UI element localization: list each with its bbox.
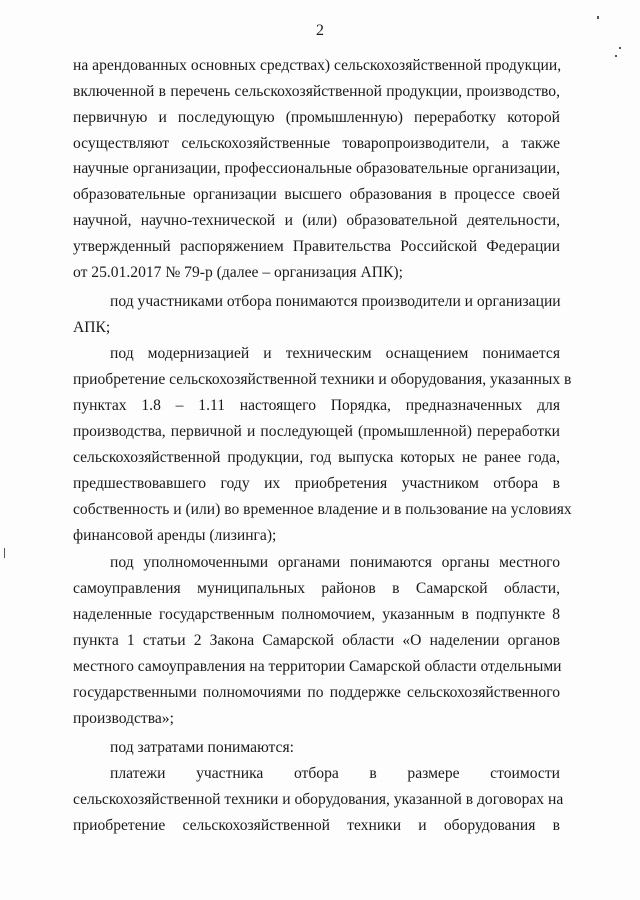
- scan-mark: [619, 47, 621, 49]
- text-line: предшествовавшего году их приобретения участником отбора в: [73, 475, 560, 492]
- text-line: включенной в перечень сельскохозяйственной продукции, производство,: [73, 83, 560, 100]
- text-line: платежи участника отбора в размере стоимости: [110, 765, 560, 782]
- text-line: пунктах 1.8 – 1.11 настоящего Порядка, предназначенных для: [73, 397, 560, 414]
- scan-mark: [615, 55, 617, 57]
- text-line: первичную и последующую (промышленную) переработку которой: [73, 109, 560, 126]
- text-line: самоуправления муниципальных районов в Самарской области,: [73, 580, 560, 597]
- text-line: осуществляют сельскохозяйственные товаропроизводители, а также: [73, 135, 560, 152]
- text-line: наделенные государственным полномочием, указанным в подпункте 8: [73, 606, 560, 623]
- text-line: производства, первичной и последующей (промышленной) переработки: [73, 423, 560, 440]
- text-line: производства»;: [73, 710, 174, 727]
- text-line: научные организации, профессиональные образовательные организации,: [73, 160, 560, 177]
- text-line: под участниками отбора понимаются производители и организации: [110, 293, 561, 310]
- text-line: приобретение сельскохозяйственной техники и оборудования в: [73, 817, 560, 834]
- text-line: на арендованных основных средствах) сельскохозяйственной продукции,: [73, 57, 562, 74]
- text-line: государственными полномочиями по поддержке сельскохозяйственного: [73, 684, 560, 701]
- text-line: приобретение сельскохозяйственной техники и оборудования, указанных в: [73, 371, 572, 388]
- text-line: финансовой аренды (лизинга);: [73, 527, 277, 544]
- scan-mark: [4, 548, 5, 558]
- page-number: 2: [316, 22, 324, 39]
- text-line: местного самоуправления на территории Самарской области отдельными: [73, 658, 562, 675]
- text-line: под модернизацией и техническим оснащением понимается: [110, 345, 560, 362]
- text-line: под уполномоченными органами понимаются органы местного: [110, 554, 560, 571]
- text-line: собственность и (или) во временное владение и в пользование на условиях: [73, 501, 572, 518]
- text-line: утвержденный распоряжением Правительства Российской Федерации: [73, 238, 560, 255]
- text-line: пункта 1 статьи 2 Закона Самарской области «О наделении органов: [73, 632, 560, 649]
- text-line: образовательные организации высшего образования в процессе своей: [73, 186, 560, 203]
- text-line: под затратами понимаются:: [110, 739, 294, 756]
- text-line: от 25.01.2017 № 79-р (далее – организация АПК);: [73, 264, 403, 281]
- text-line: сельскохозяйственной техники и оборудования, указанной в договорах на: [73, 791, 564, 808]
- scan-mark: [597, 16, 599, 19]
- text-line: научной, научно-технической и (или) образовательной деятельности,: [73, 212, 560, 229]
- text-line: сельскохозяйственной продукции, год выпуска которых не ранее года,: [73, 449, 560, 466]
- text-line: АПК;: [73, 319, 111, 336]
